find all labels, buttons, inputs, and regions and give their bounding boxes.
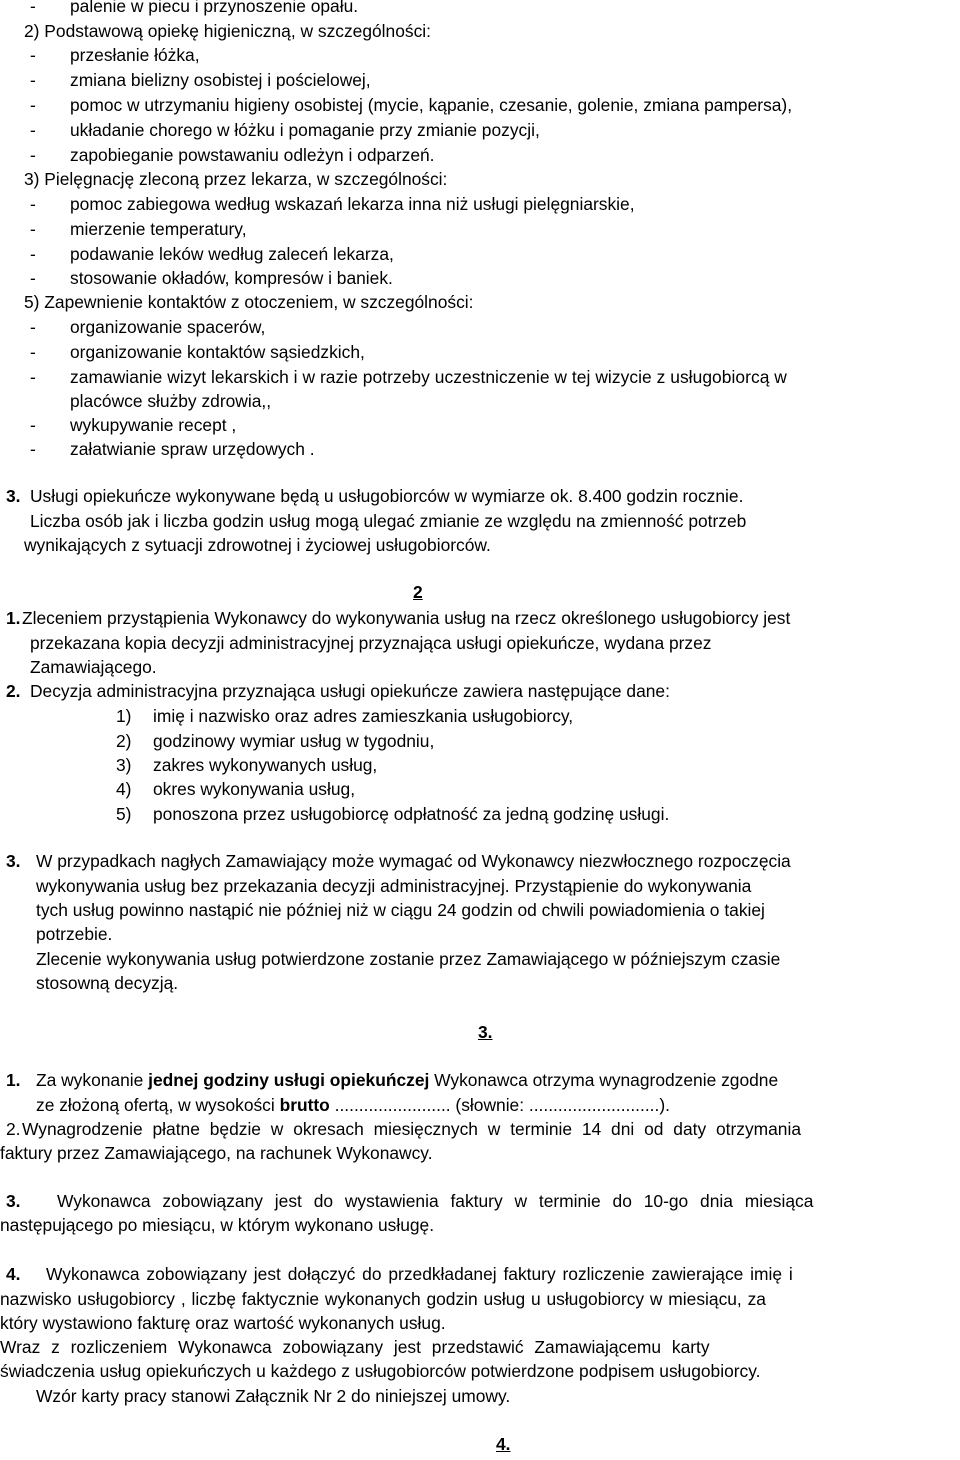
care-item: stosowanie okładów, kompresów i baniek. (70, 268, 393, 288)
point-number: 1. (6, 608, 21, 628)
hygiene-item: pomoc w utrzymaniu higieny osobistej (mycie, kąpanie, czesanie, golenie, zmiana pampersa), (70, 95, 793, 115)
enum-number: 2) (116, 731, 132, 751)
enum-number: 5) (116, 804, 132, 824)
section-heading: 3. (478, 1022, 493, 1042)
list-dash: - (30, 95, 36, 115)
list-dash: - (30, 415, 36, 435)
list-dash: - (30, 367, 36, 387)
paragraph-line: potrzebie. (36, 924, 113, 944)
bold-phrase: jednej godziny usługi opiekuńczej (148, 1070, 430, 1090)
hygiene-item: przesłanie łóżka, (70, 45, 200, 65)
list-dash: - (30, 0, 36, 16)
care-item: podawanie leków według zaleceń lekarza, (70, 244, 394, 264)
paragraph-line: Wzór karty pracy stanowi Załącznik Nr 2 do niniejszej umowy. (36, 1386, 511, 1406)
paragraph-line: wykonywania usług bez przekazania decyzji administracyjnej. Przystąpienie do wykonywania (36, 876, 752, 896)
list-dash: - (30, 268, 36, 288)
paragraph-line: Zleceniem przystąpienia Wykonawcy do wykonywania usług na rzecz określonego usługobiorcy jest (22, 608, 791, 628)
paragraph-line: świadczenia usług opiekuńczych u każdego z usługobiorców potwierdzone podpisem usługobiorcy. (0, 1361, 761, 1381)
list-dash: - (30, 145, 36, 165)
enum-item: okres wykonywania usług, (153, 779, 356, 799)
enum-item: godzinowy wymiar usług w tygodniu, (153, 731, 435, 751)
section-heading: 2 (413, 582, 423, 602)
paragraph-line: ze złożoną ofertą, w wysokości brutto ........................ (słownie: ...........................). (36, 1095, 670, 1115)
list-dash: - (30, 317, 36, 337)
hygiene-item: układanie chorego w łóżku i pomaganie przy zmianie pozycji, (70, 120, 540, 140)
hygiene-item: zapobieganie powstawaniu odleżyn i odparzeń. (70, 145, 435, 165)
point-number: 1. (6, 1070, 21, 1090)
point-number: 3. (6, 486, 21, 506)
enum-number: 4) (116, 779, 132, 799)
paragraph-line: następującego po miesiącu, w którym wykonano usługę. (0, 1215, 435, 1235)
point-number: 3. (6, 851, 21, 871)
paragraph-line: przekazana kopia decyzji administracyjnej przyznająca usługi opiekuńcze, wydana przez (30, 633, 712, 653)
list-dash: - (30, 120, 36, 140)
paragraph-line: Wraz z rozliczeniem Wykonawca zobowiązany jest przedstawić Zamawiającemu karty (0, 1337, 710, 1357)
paragraph-line: Za wykonanie jednej godziny usługi opiekuńczej Wykonawca otrzyma wynagrodzenie zgodne (36, 1070, 779, 1090)
point-number: 2. (6, 681, 21, 701)
point-number: 4. (6, 1264, 21, 1284)
care-heading: 3) Pielęgnację zleconą przez lekarza, w szczególności: (24, 169, 448, 189)
bold-phrase: brutto (279, 1095, 330, 1115)
list-dash: - (30, 244, 36, 264)
paragraph-line: W przypadkach nagłych Zamawiający może wymagać od Wykonawcy niezwłocznego rozpoczęcia (36, 851, 791, 871)
paragraph-line: Decyzja administracyjna przyznająca usługi opiekuńcze zawiera następujące dane: (30, 681, 670, 701)
hygiene-heading: 2) Podstawową opiekę higieniczną, w szczególności: (24, 21, 431, 41)
contacts-item: organizowanie spacerów, (70, 317, 266, 337)
enum-item: zakres wykonywanych usług, (153, 755, 378, 775)
enum-item: ponoszona przez usługobiorcę odpłatność za jedną godzinę usługi. (153, 804, 670, 824)
list-dash: - (30, 194, 36, 214)
list-dash: - (30, 342, 36, 362)
enum-number: 3) (116, 755, 132, 775)
paragraph-line: nazwisko usługobiorcy , liczbę faktycznie wykonanych godzin usług u usługobiorcy w miesiącu, za (0, 1289, 766, 1309)
paragraph-line: Usługi opiekuńcze wykonywane będą u usługobiorców w wymiarze ok. 8.400 godzin rocznie. (30, 486, 744, 506)
paragraph-line: stosowną decyzją. (36, 973, 179, 993)
point-number: 3. (6, 1191, 21, 1211)
paragraph-line: który wystawiono fakturę oraz wartość wykonanych usług. (0, 1313, 446, 1333)
point-number: 2. (6, 1119, 21, 1139)
enum-item: imię i nazwisko oraz adres zamieszkania usługobiorcy, (153, 706, 574, 726)
list-dash: - (30, 45, 36, 65)
enum-number: 1) (116, 706, 132, 726)
contacts-item: zamawianie wizyt lekarskich i w razie potrzeby uczestniczenie w tej wizycie z usługobiorcą w (70, 367, 787, 387)
hygiene-item: zmiana bielizny osobistej i pościelowej, (70, 70, 371, 90)
list-dash: - (30, 219, 36, 239)
contacts-item-continuation: placówce służby zdrowia,, (70, 391, 272, 411)
paragraph-line: Wynagrodzenie płatne będzie w okresach miesięcznych w terminie 14 dni od daty otrzymania (22, 1119, 802, 1139)
contacts-item: załatwianie spraw urzędowych . (70, 439, 315, 459)
list-dash: - (30, 439, 36, 459)
paragraph-line: Liczba osób jak i liczba godzin usług mogą ulegać zmianie ze względu na zmienność potrzeb (30, 511, 747, 531)
contacts-item: wykupywanie recept , (70, 415, 237, 435)
paragraph-line: Wykonawca zobowiązany jest dołączyć do przedkładanej faktury rozliczenie zawierające imię i (46, 1264, 793, 1284)
paragraph-line: Zlecenie wykonywania usług potwierdzone zostanie przez Zamawiającego w późniejszym czasie (36, 949, 781, 969)
contacts-heading: 5) Zapewnienie kontaktów z otoczeniem, w szczególności: (24, 292, 474, 312)
paragraph-line: wynikających z sytuacji zdrowotnej i życiowej usługobiorców. (24, 535, 491, 555)
section-heading: 4. (496, 1434, 511, 1454)
paragraph-line: Wykonawca zobowiązany jest do wystawienia faktury w terminie do 10-go dnia miesiąca (57, 1191, 814, 1211)
care-item: pomoc zabiegowa według wskazań lekarza inna niż usługi pielęgniarskie, (70, 194, 635, 214)
paragraph-line: faktury przez Zamawiającego, na rachunek Wykonawcy. (0, 1143, 433, 1163)
paragraph-line: Zamawiającego. (30, 657, 157, 677)
care-item: mierzenie temperatury, (70, 219, 247, 239)
heating-item: palenie w piecu i przynoszenie opału. (70, 0, 359, 16)
list-dash: - (30, 70, 36, 90)
contacts-item: organizowanie kontaktów sąsiedzkich, (70, 342, 365, 362)
paragraph-line: tych usług powinno nastąpić nie później niż w ciągu 24 godzin od chwili powiadomienia o takiej (36, 900, 765, 920)
